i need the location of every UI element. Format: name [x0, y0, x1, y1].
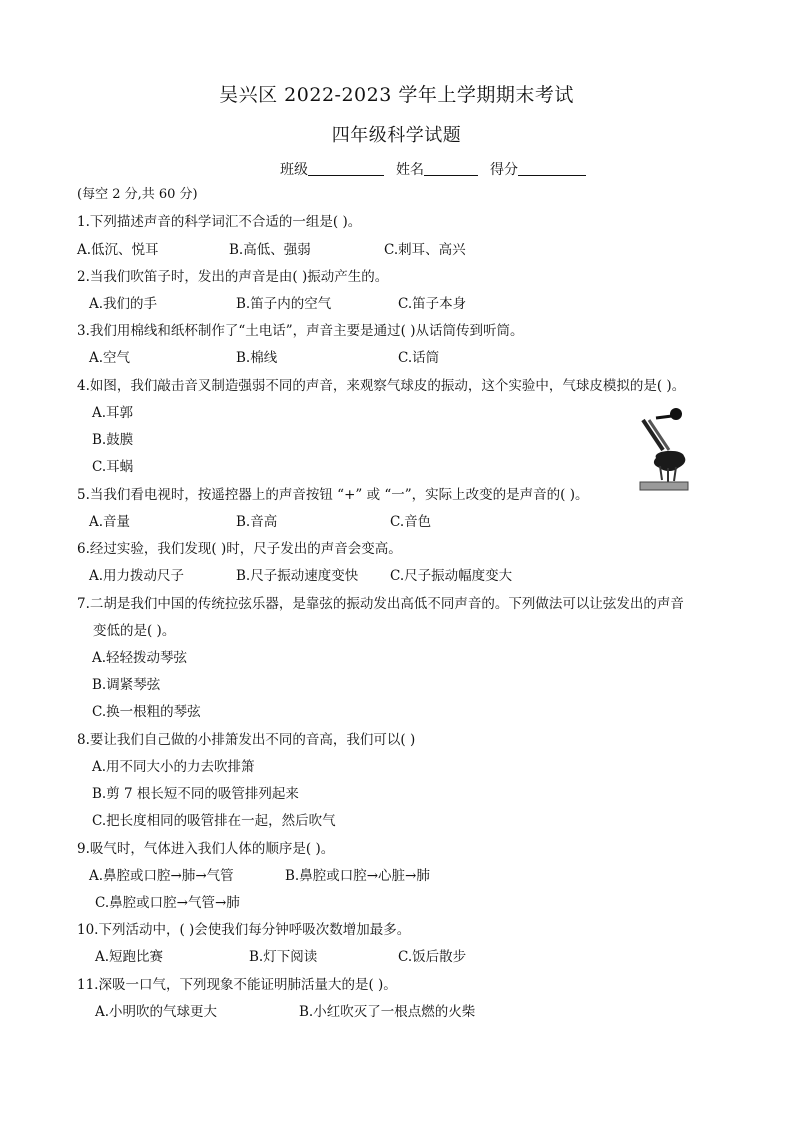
question-11-option-b[interactable]: B.小红吹灭了一根点燃的火柴: [299, 1004, 476, 1020]
question-1-option-b[interactable]: B.高低、强弱: [229, 242, 311, 258]
name-blank[interactable]: [424, 161, 478, 176]
tuning-fork-illustration: [638, 406, 690, 492]
question-9-option-a[interactable]: A.鼻腔或口腔→肺→气管: [89, 868, 234, 884]
question-7-stem-continued: 变低的是( )。: [93, 623, 176, 639]
question-3-option-a[interactable]: A.空气: [89, 350, 131, 366]
question-3-option-b[interactable]: B.棉线: [236, 350, 278, 366]
question-2-stem: 2.当我们吹笛子时，发出的声音是由( )振动产生的。: [77, 269, 389, 285]
question-6-option-c[interactable]: C.尺子振动幅度变大: [390, 568, 513, 584]
question-7-option-b[interactable]: B.调紧琴弦: [92, 677, 161, 693]
question-11-stem: 11.深吸一口气，下列现象不能证明肺活量大的是( )。: [77, 977, 397, 993]
mallet-head: [670, 408, 682, 420]
question-10-option-a[interactable]: A.短跑比赛: [95, 949, 164, 965]
question-3-stem: 3.我们用棉线和纸杯制作了“土电话”，声音主要是通过( )从话筒传到听筒。: [77, 323, 524, 339]
class-blank[interactable]: [308, 161, 384, 176]
question-1-option-a[interactable]: A.低沉、悦耳: [77, 242, 159, 258]
question-8-option-a[interactable]: A.用不同大小的力去吹排箫: [92, 759, 255, 775]
question-2-option-b[interactable]: B.笛子内的空气: [236, 296, 332, 312]
question-1-option-c[interactable]: C.刺耳、高兴: [384, 242, 466, 258]
student-info: [280, 159, 598, 179]
question-2-option-c[interactable]: C.笛子本身: [398, 296, 467, 312]
question-5-option-b[interactable]: B.音高: [236, 514, 278, 530]
question-10-option-b[interactable]: B.灯下阅读: [249, 949, 318, 965]
question-8-stem: 8.要让我们自己做的小排箫发出不同的音高，我们可以( ): [77, 732, 416, 748]
name-label: 姓名: [396, 162, 424, 178]
question-6-option-b[interactable]: B.尺子振动速度变快: [236, 568, 359, 584]
question-5-option-c[interactable]: C.音色: [390, 514, 432, 530]
question-5-stem: 5.当我们看电视时，按遥控器上的声音按钮 “+” 或 “一”，实际上改变的是声音的( )。: [77, 487, 589, 503]
question-9-option-c[interactable]: C.鼻腔或口腔→气管→肺: [95, 895, 240, 911]
question-6-option-a[interactable]: A.用力拨动尺子: [89, 568, 185, 584]
question-3-option-c[interactable]: C.话筒: [398, 350, 440, 366]
exam-title: 吴兴区 2022-2023 学年上学期期末考试: [219, 84, 574, 106]
tuning-fork-balloon-figure: [638, 406, 690, 492]
question-10-option-c[interactable]: C.饭后散步: [398, 949, 467, 965]
question-4-option-c[interactable]: C.耳蜗: [92, 459, 134, 475]
balloon-skin: [654, 451, 685, 471]
mallet-handle: [656, 416, 672, 418]
question-7-stem: 7.二胡是我们中国的传统拉弦乐器，是靠弦的振动发出高低不同声音的。下列做法可以让弦发出的声音: [77, 596, 684, 612]
exam-subtitle: 四年级科学试题: [331, 125, 462, 146]
base-stand: [640, 482, 688, 490]
class-label: 班级: [280, 162, 308, 178]
question-2-option-a[interactable]: A.我们的手: [89, 296, 158, 312]
question-1-stem: 1.下列描述声音的科学词汇不合适的一组是( )。: [77, 214, 362, 230]
score-label: 得分: [490, 162, 518, 178]
instruction: (每空 2 分,共 60 分): [77, 187, 198, 202]
question-11-option-a[interactable]: A.小明吹的气球更大: [95, 1004, 218, 1020]
score-blank[interactable]: [518, 161, 586, 176]
question-4-option-b[interactable]: B.鼓膜: [92, 432, 134, 448]
question-9-stem: 9.吸气时，气体进入我们人体的顺序是( )。: [77, 841, 335, 857]
question-9-option-b[interactable]: B.鼻腔或口腔→心脏→肺: [285, 868, 430, 884]
question-4-stem: 4.如图，我们敲击音叉制造强弱不同的声音，来观察气球皮的振动，这个实验中，气球皮模拟的是( )。: [77, 378, 686, 394]
question-10-stem: 10.下列活动中，( )会使我们每分钟呼吸次数增加最多。: [77, 922, 411, 938]
question-7-option-a[interactable]: A.轻轻拨动琴弦: [92, 650, 188, 666]
question-4-option-a[interactable]: A.耳郭: [92, 405, 134, 421]
question-8-option-c[interactable]: C.把长度相同的吸管排在一起，然后吹气: [92, 813, 336, 829]
question-8-option-b[interactable]: B.剪 7 根长短不同的吸管排列起来: [92, 786, 299, 802]
question-5-option-a[interactable]: A.音量: [89, 514, 131, 530]
question-6-stem: 6.经过实验，我们发现( )时，尺子发出的声音会变高。: [77, 541, 402, 557]
question-7-option-c[interactable]: C.换一根粗的琴弦: [92, 704, 201, 720]
